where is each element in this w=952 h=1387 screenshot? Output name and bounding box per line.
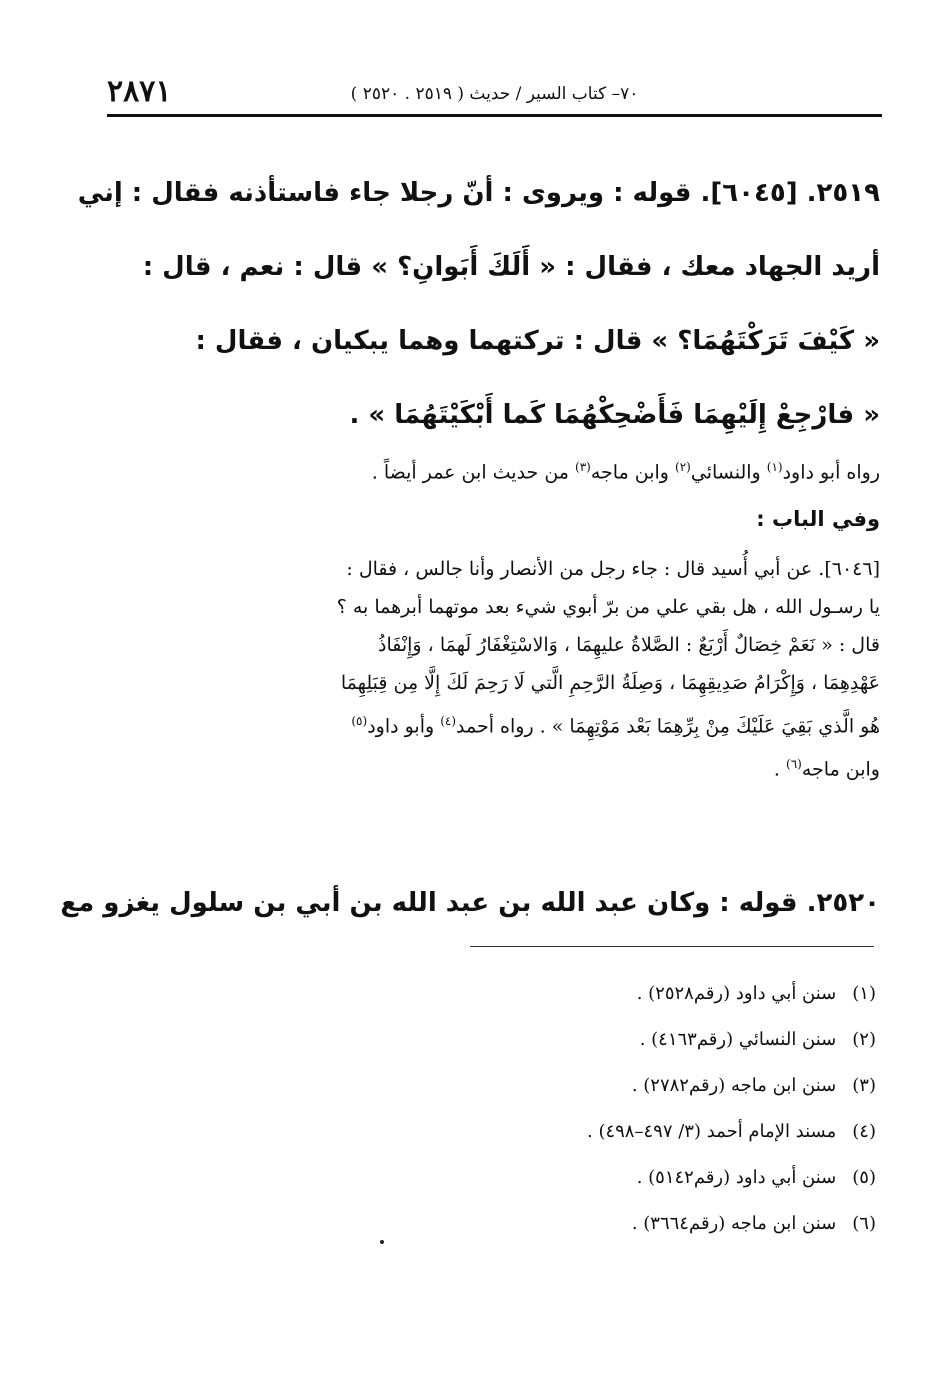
entry-line: « كَيْفَ تَرَكْتَهُمَا؟ » قال : تركتهما وهما يبكيان ، فقال : [195, 326, 880, 356]
footnote-number: (٦) [852, 1213, 876, 1234]
footnote [300, 1156, 876, 1202]
hadith-line: [٦٠٤٦]. عن أبي أُسيد قال : جاء رجل من الأنصار وأنا جالس ، فقال : [346, 558, 880, 580]
footnote [300, 1064, 876, 1110]
hadith-6046 [108, 550, 880, 789]
footnote-number: (٢) [852, 1029, 876, 1050]
hadith-line: عَهْدِهِمَا ، وَإِكْرَامُ صَدِيقِهِمَا ، وَصِلَةُ الرَّحِمِ الَّتي لَا رَحِمَ لَكَ إِلَّا مِن قِبَلِهِمَا [340, 672, 880, 694]
entry-line: أريد الجهاد معك ، فقال : « أَلَكَ أَبَوانِ؟ » قال : نعم ، قال : [142, 252, 880, 282]
footnote-ref[interactable]: (٤) [440, 714, 457, 728]
footnote-text: سنن ابن ماجه (رقم٢٧٨٢) . [631, 1075, 837, 1096]
hadith-text: وابن ماجه [801, 758, 880, 781]
footnote-text: سنن أبي داود (رقم٥١٤٢) . [636, 1167, 837, 1188]
narration-text: رواه أبو داود [782, 461, 880, 484]
entry-line: ٢٥١٩. [٦٠٤٥]. قوله : ويروى : أنّ رجلا جاء فاستأذنه فقال : إني [77, 178, 880, 208]
narration-text: وابن ماجه [590, 461, 676, 484]
footnote-ref[interactable]: (١) [766, 460, 783, 474]
footnote-text: سنن أبي داود (رقم٢٥٢٨) . [636, 983, 837, 1004]
footnote-ref[interactable]: (٥) [351, 714, 368, 728]
section-label: وفي الباب : [756, 507, 880, 531]
page-header [107, 72, 882, 116]
hadith-line: يا رسـول الله ، هل بقي علي من برّ أبوي شيء بعد موتهما أبرهما به ؟ [336, 596, 880, 618]
scan-speck [380, 1240, 384, 1244]
footnote [300, 1202, 876, 1248]
hadith-text: . [773, 758, 787, 781]
footnote-text: مسند الإمام أحمد (٣/ ٤٩٧–٤٩٨) . [587, 1121, 837, 1142]
hadith-line [108, 745, 880, 788]
entry-line: « فارْجِعْ إِلَيْهِمَا فَأَضْحِكْهُمَا كَما أَبْكَيْتَهُمَا » . [349, 400, 880, 430]
narration-text: من حديث ابن عمر أيضاً . [371, 461, 576, 484]
footnote-rule [470, 946, 874, 947]
hadith-line: قال : « نَعَمْ خِصَالٌ أَرْبَعٌ : الصَّلاةُ عليهِمَا ، وَالاسْتِغْفَارُ لَهمَا ، وَإِنْفَاذُ [378, 634, 880, 656]
hadith-text: هُو الَّذي بَقِيَ عَلَيْكَ مِنْ بِرِّهِمَا بَعْد مَوْتِهِمَا » . رواه أحمد [456, 715, 880, 738]
footnote-ref[interactable]: (٣) [575, 460, 591, 474]
narration-text: والنسائي [690, 461, 767, 484]
hadith-text: وأبو داود [367, 715, 441, 738]
footnote-ref[interactable]: (٦) [786, 757, 802, 772]
entry-2520: ٢٥٢٠. قوله : وكان عبد الله بن عبد الله بن أبي بن سلول يغزو مع [60, 888, 880, 918]
footnotes [300, 972, 876, 1248]
footnote-number: (٣) [852, 1075, 876, 1096]
footnote [300, 1018, 876, 1064]
footnote [300, 972, 876, 1018]
footnote-text: سنن ابن ماجه (رقم٣٦٦٤) . [631, 1213, 837, 1234]
header-rule [107, 114, 882, 117]
page-number: ٢٨٧١ [107, 74, 172, 109]
footnote-number: (١) [852, 983, 876, 1004]
footnote [300, 1110, 876, 1156]
narration-note [108, 448, 880, 491]
footnote-ref[interactable]: (٢) [675, 460, 691, 474]
footnote-number: (٥) [852, 1167, 876, 1188]
running-title: ٧٠– كتاب السير / حديث ( ٢٥١٩ . ٢٥٢٠ ) [350, 84, 639, 104]
footnote-text: سنن النسائي (رقم٤١٦٣) . [639, 1029, 837, 1050]
footnote-number: (٤) [852, 1121, 876, 1142]
entry-2519 [77, 156, 880, 452]
hadith-line [108, 702, 880, 745]
